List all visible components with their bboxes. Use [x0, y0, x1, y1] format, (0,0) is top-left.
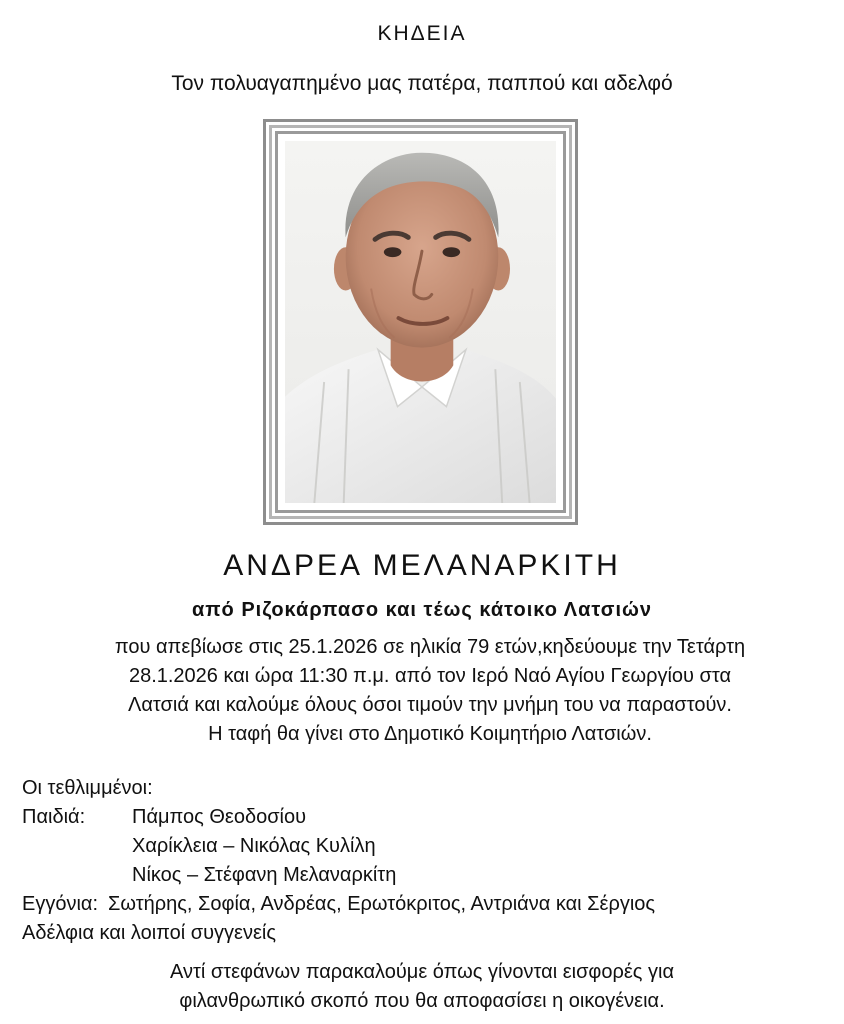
- notice-title: ΚΗΔΕΙΑ: [377, 22, 467, 45]
- grandchildren-row: [22, 890, 837, 919]
- children-label: Παιδιά:: [22, 806, 86, 828]
- child-name: Νίκος – Στέφανη Μελαναρκίτη: [132, 864, 397, 886]
- children-row: [22, 832, 837, 861]
- announcement-line: 28.1.2026 και ώρα 11:30 π.μ. από τον Ιερό Ναό Αγίου Γεωργίου στα: [128, 665, 732, 687]
- grandchildren-label: Εγγόνια:: [22, 893, 99, 915]
- announcement-line: Η ταφή θα γίνει στο Δημοτικό Κοιμητήριο Λατσιών.: [208, 723, 652, 745]
- children-row: [22, 803, 837, 832]
- announcement-line: Λατσιά και καλούμε όλους όσοι τιμούν την μνήμη του να παραστούν.: [128, 694, 732, 716]
- deceased-name: ΑΝΔΡΕΑ ΜΕΛΑΝΑΡΚΙΤΗ: [223, 549, 621, 582]
- funeral-announcement: [30, 633, 830, 749]
- closing-line: φιλανθρωπικό σκοπό που θα αποφασίσει η οικογένεια.: [179, 990, 665, 1012]
- photo-frame: [263, 119, 578, 525]
- grandchildren-names: Σωτήρης, Σοφία, Ανδρέας, Ερωτόκριτος, Αντριάνα και Σέργιος: [108, 893, 656, 915]
- closing-note: [0, 958, 844, 1016]
- child-name: Χαρίκλεια – Νικόλας Κυλίλη: [132, 835, 376, 857]
- mourners-list: [22, 774, 837, 948]
- portrait-photo: [285, 141, 556, 503]
- other-relatives: Αδέλφια και λοιποί συγγενείς: [22, 922, 276, 944]
- deceased-origin: από Ριζοκάρπασο και τέως κάτοικο Λατσιών: [191, 599, 653, 621]
- intro-line: Τον πολυαγαπημένο μας πατέρα, παππού και αδελφό: [171, 72, 673, 95]
- announcement-line: που απεβίωσε στις 25.1.2026 σε ηλικία 79 ετών,κηδεύουμε την Τετάρτη: [114, 636, 746, 658]
- portrait-illustration: [285, 141, 556, 503]
- closing-line: Αντί στεφάνων παρακαλούμε όπως γίνονται εισφορές για: [169, 961, 675, 983]
- children-row: [22, 861, 837, 890]
- child-name: Πάμπος Θεοδοσίου: [132, 806, 307, 828]
- mourners-heading: Οι τεθλιμμένοι:: [22, 777, 153, 799]
